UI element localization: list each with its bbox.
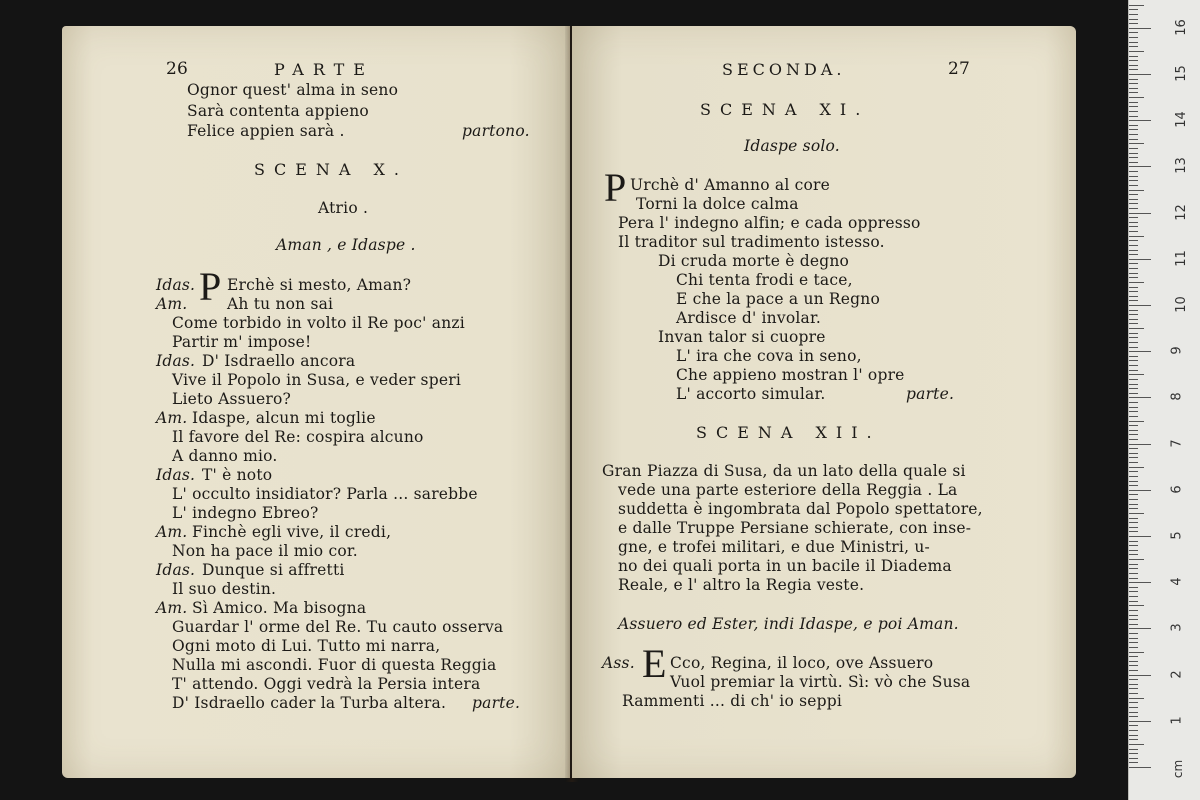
ruler-tick — [1129, 393, 1138, 394]
ruler-tick — [1129, 319, 1138, 320]
ruler-tick — [1129, 166, 1151, 167]
ruler-tick — [1129, 111, 1138, 112]
ruler-number: 5 — [1169, 531, 1185, 540]
description-line: Gran Piazza di Susa, da un lato della quale si — [602, 462, 966, 480]
ruler-number: 9 — [1169, 346, 1185, 355]
ruler-tick — [1129, 194, 1138, 195]
dialogue-line: Sì Amico. Ma bisogna — [192, 599, 367, 617]
ruler-tick — [1129, 180, 1138, 181]
ruler-number: 7 — [1169, 438, 1185, 448]
speaker-label: Idas. — [156, 352, 196, 370]
ruler-tick — [1129, 568, 1138, 569]
ruler-tick — [1129, 42, 1138, 43]
speaker-label: Idas. — [156, 276, 196, 294]
dialogue-line: Guardar l' orme del Re. Tu cauto osserva — [172, 618, 504, 636]
ruler-tick — [1129, 430, 1138, 431]
ruler-tick — [1129, 351, 1151, 352]
ruler-tick — [1129, 259, 1151, 260]
ruler-tick — [1129, 37, 1138, 38]
dialogue-line: L' indegno Ebreo? — [172, 504, 319, 522]
ruler-tick — [1129, 504, 1138, 505]
dialogue-line: D' Isdraello ancora — [202, 352, 356, 370]
ruler-tick — [1129, 735, 1138, 736]
speaker-label: Idas. — [156, 561, 196, 579]
dialogue-line: Erchè si mesto, Aman? — [227, 276, 412, 294]
scene-heading: SCENA X. — [254, 160, 408, 179]
ruler-tick — [1129, 462, 1138, 463]
verse-line: Torni la dolce calma — [636, 195, 799, 213]
ruler-tick — [1129, 536, 1151, 537]
dialogue-line: Non ha pace il mio cor. — [172, 542, 358, 560]
ruler-tick — [1129, 287, 1138, 288]
ruler-tick — [1129, 185, 1138, 186]
ruler-tick — [1129, 291, 1138, 292]
ruler-tick — [1129, 444, 1151, 445]
verse-line: Pera l' indegno alfin; e cada oppresso — [618, 214, 921, 232]
ruler-tick — [1129, 698, 1144, 699]
ruler-tick — [1129, 610, 1138, 611]
drop-cap: E — [642, 641, 667, 686]
ruler-tick — [1129, 716, 1138, 717]
ruler-tick — [1129, 670, 1138, 671]
ruler-tick — [1129, 60, 1138, 61]
ruler-tick — [1129, 407, 1138, 408]
ruler-tick — [1129, 120, 1151, 121]
dialogue-line: Dunque si affretti — [202, 561, 345, 579]
ruler-tick — [1129, 365, 1138, 366]
ruler-tick — [1129, 88, 1138, 89]
verse-line: Urchè d' Amanno al core — [630, 176, 831, 194]
ruler-tick — [1129, 499, 1138, 500]
ruler-tick — [1129, 102, 1138, 103]
ruler-tick — [1129, 134, 1138, 135]
stage-direction: parte. — [472, 694, 521, 712]
ruler-number: 2 — [1169, 669, 1185, 679]
ruler-tick — [1129, 596, 1138, 597]
dialogue-line: Ah tu non sai — [227, 295, 334, 313]
ruler-tick — [1129, 721, 1151, 722]
ruler-tick — [1129, 143, 1144, 144]
ruler-tick — [1129, 485, 1138, 486]
ruler-number: 14 — [1173, 111, 1189, 128]
ruler-tick — [1129, 162, 1138, 163]
ruler-tick — [1129, 226, 1138, 227]
description-line: gne, e trofei militari, e due Ministri, u- — [618, 538, 930, 556]
ruler-number: 6 — [1169, 485, 1185, 494]
ruler-tick — [1129, 176, 1138, 177]
ruler-tick — [1129, 402, 1138, 403]
ruler-tick — [1129, 277, 1138, 278]
ruler-tick — [1129, 199, 1138, 200]
dialogue-line: Vive il Popolo in Susa, e veder speri — [172, 371, 461, 389]
ruler-tick — [1129, 518, 1138, 519]
speaker-label: Ass. — [602, 654, 635, 672]
ruler-tick — [1129, 490, 1151, 491]
ruler-tick — [1129, 702, 1138, 703]
ruler-tick — [1129, 508, 1138, 509]
setting: Atrio . — [318, 199, 369, 217]
speaker-label: Idas. — [156, 466, 196, 484]
verse-line: Che appieno mostran l' opre — [676, 366, 905, 384]
description-line: Reale, e l' altro la Regia veste. — [618, 576, 865, 594]
ruler-tick — [1129, 208, 1138, 209]
ruler-tick — [1129, 615, 1138, 616]
ruler-tick — [1129, 767, 1151, 768]
verse-line: Ardisce d' involar. — [676, 309, 821, 327]
ruler-tick — [1129, 273, 1138, 274]
ruler-tick — [1129, 633, 1138, 634]
ruler-tick — [1129, 14, 1138, 15]
ruler-tick — [1129, 342, 1138, 343]
ruler-tick — [1129, 416, 1138, 417]
description-line: no dei quali porta in un bacile il Diadema — [618, 557, 952, 575]
ruler-tick — [1129, 591, 1138, 592]
stage-direction: partono. — [462, 122, 530, 140]
ruler-tick — [1129, 171, 1138, 172]
ruler-tick — [1129, 97, 1144, 98]
ruler-tick — [1129, 213, 1151, 214]
ruler-tick — [1129, 578, 1138, 579]
ruler-tick — [1129, 56, 1138, 57]
ruler-tick — [1129, 647, 1138, 648]
ruler-tick — [1129, 481, 1138, 482]
ruler-tick — [1129, 263, 1138, 264]
characters: Aman , e Idaspe . — [276, 236, 416, 254]
ruler-number: 16 — [1173, 19, 1189, 36]
ruler-tick — [1129, 5, 1144, 6]
dialogue-line: D' Isdraello cader la Turba altera. — [172, 694, 447, 712]
ruler-tick — [1129, 139, 1138, 140]
speaker-label: Am. — [156, 295, 188, 313]
ruler-tick — [1129, 254, 1138, 255]
ruler-tick — [1129, 550, 1138, 551]
ruler-tick — [1129, 157, 1138, 158]
ruler-tick — [1129, 65, 1138, 66]
dialogue-line: Nulla mi ascondi. Fuor di questa Reggia — [172, 656, 497, 674]
ruler-tick — [1129, 448, 1138, 449]
ruler-tick — [1129, 268, 1138, 269]
dialogue-line: Partir m' impose! — [172, 333, 312, 351]
ruler-tick — [1129, 531, 1138, 532]
ruler-tick — [1129, 314, 1138, 315]
ruler-tick — [1129, 587, 1138, 588]
ruler-tick — [1129, 305, 1151, 306]
page-number: 26 — [166, 59, 189, 79]
ruler-number: 1 — [1169, 716, 1185, 725]
ruler-tick — [1129, 116, 1138, 117]
ruler-tick — [1129, 619, 1138, 620]
description-line: suddetta è ingombrata dal Popolo spettatore, — [618, 500, 983, 518]
ruler-tick — [1129, 471, 1138, 472]
measurement-ruler — [1128, 0, 1200, 800]
ruler-tick — [1129, 411, 1138, 412]
ruler-tick — [1129, 628, 1151, 629]
ruler-tick — [1129, 652, 1144, 653]
dialogue-line: Vuol premiar la virtù. Sì: vò che Susa — [670, 673, 971, 691]
dialogue-line: Lieto Assuero? — [172, 390, 292, 408]
ruler-tick — [1129, 707, 1138, 708]
speaker-label: Am. — [156, 523, 188, 541]
ruler-tick — [1129, 51, 1144, 52]
ruler-tick — [1129, 397, 1151, 398]
ruler-tick — [1129, 679, 1138, 680]
speaker-label: Am. — [156, 409, 188, 427]
ruler-tick — [1129, 282, 1144, 283]
ruler-tick — [1129, 92, 1138, 93]
ruler-tick — [1129, 554, 1138, 555]
ruler-tick — [1129, 656, 1138, 657]
ruler-number: 15 — [1173, 65, 1189, 82]
ruler-tick — [1129, 624, 1138, 625]
verse-line: L' ira che cova in seno, — [676, 347, 862, 365]
ruler-tick — [1129, 476, 1138, 477]
ruler-tick — [1129, 148, 1138, 149]
description-line: e dalle Truppe Persiane schierate, con inse- — [618, 519, 972, 537]
ruler-tick — [1129, 83, 1138, 84]
ruler-tick — [1129, 129, 1138, 130]
ruler-number: 8 — [1169, 392, 1185, 402]
ruler-tick — [1129, 384, 1138, 385]
ruler-tick — [1129, 388, 1138, 389]
ruler-tick — [1129, 28, 1151, 29]
ruler-tick — [1129, 725, 1138, 726]
dialogue-line: T' è noto — [202, 466, 273, 484]
ruler-tick — [1129, 421, 1144, 422]
ruler-tick — [1129, 601, 1138, 602]
stage-direction: parte. — [906, 385, 955, 403]
verse-line: Chi tenta frodi e tace, — [676, 271, 853, 289]
ruler-tick — [1129, 573, 1138, 574]
running-head: PARTE — [274, 60, 374, 79]
ruler-number: 13 — [1173, 157, 1189, 175]
ruler-number: 10 — [1173, 296, 1189, 313]
ruler-tick — [1129, 328, 1144, 329]
ruler-tick — [1129, 370, 1138, 371]
ruler-tick — [1129, 360, 1138, 361]
dialogue-line: Come torbido in volto il Re poc' anzi — [172, 314, 465, 332]
ruler-tick — [1129, 739, 1138, 740]
ruler-tick — [1129, 439, 1138, 440]
verse-line: Invan talor si cuopre — [658, 328, 826, 346]
dialogue-line: Idaspe, alcun mi toglie — [192, 409, 376, 427]
ruler-tick — [1129, 749, 1138, 750]
ruler-tick — [1129, 106, 1138, 107]
ruler-tick — [1129, 753, 1138, 754]
ruler-tick — [1129, 758, 1138, 759]
page-number: 27 — [948, 59, 971, 79]
ruler-tick — [1129, 32, 1138, 33]
ruler-tick — [1129, 337, 1138, 338]
scene-heading: SCENA XII. — [696, 423, 881, 442]
ruler-tick — [1129, 190, 1144, 191]
ruler-tick — [1129, 222, 1138, 223]
ruler-tick — [1129, 333, 1138, 334]
ruler-tick — [1129, 541, 1138, 542]
drop-cap: P — [199, 264, 222, 309]
ruler-tick — [1129, 762, 1138, 763]
verse-line: E che la pace a un Regno — [676, 290, 881, 308]
ruler-number: 3 — [1169, 623, 1185, 633]
ruler-tick — [1129, 605, 1144, 606]
left-page — [62, 26, 570, 778]
dialogue-line: Cco, Regina, il loco, ove Assuero — [670, 654, 934, 672]
ruler-tick — [1129, 684, 1138, 685]
ruler-tick — [1129, 494, 1138, 495]
ruler-tick — [1129, 9, 1138, 10]
description-line: vede una parte esteriore della Reggia . La — [618, 481, 958, 499]
running-head: SECONDA. — [722, 60, 846, 79]
ruler-number: 11 — [1173, 250, 1189, 267]
ruler-tick — [1129, 744, 1144, 745]
ruler-tick — [1129, 310, 1138, 311]
ruler-tick — [1129, 153, 1138, 154]
dialogue-line: A danno mio. — [172, 447, 278, 465]
ruler-tick — [1129, 675, 1151, 676]
dialogue-line: Il suo destin. — [172, 580, 277, 598]
ruler-tick — [1129, 467, 1144, 468]
ruler-tick — [1129, 69, 1138, 70]
ruler-tick — [1129, 730, 1138, 731]
ruler-tick — [1129, 203, 1138, 204]
ruler-tick — [1129, 434, 1138, 435]
ruler-tick — [1129, 661, 1138, 662]
ruler-tick — [1129, 527, 1138, 528]
scene-heading: SCENA XI. — [700, 100, 870, 119]
ruler-tick — [1129, 245, 1138, 246]
ruler-tick — [1129, 712, 1138, 713]
dialogue-line: Rammenti ... di ch' io seppi — [622, 692, 843, 710]
ruler-tick — [1129, 374, 1144, 375]
verse-line: Di cruda morte è degno — [658, 252, 850, 270]
dialogue-line: Il favore del Re: cospira alcuno — [172, 428, 424, 446]
ruler-tick — [1129, 296, 1138, 297]
ruler-tick — [1129, 231, 1138, 232]
ruler-tick — [1129, 46, 1138, 47]
ruler-tick — [1129, 688, 1138, 689]
ruler-tick — [1129, 693, 1138, 694]
ruler-tick — [1129, 217, 1138, 218]
speaker-label: Am. — [156, 599, 188, 617]
ruler-number: 12 — [1173, 203, 1189, 221]
characters: Assuero ed Ester, indi Idaspe, e poi Aman. — [618, 615, 959, 633]
right-page — [572, 26, 1076, 778]
ruler-tick — [1129, 356, 1138, 357]
ruler-tick — [1129, 323, 1138, 324]
ruler-tick — [1129, 453, 1138, 454]
ruler-tick — [1129, 457, 1138, 458]
ruler-tick — [1129, 665, 1138, 666]
ruler-tick — [1129, 559, 1144, 560]
verse-line: Felice appien sarà . — [187, 122, 345, 140]
ruler-tick — [1129, 125, 1138, 126]
ruler-tick — [1129, 522, 1138, 523]
verse-line: Sarà contenta appieno — [187, 102, 369, 120]
ruler-tick — [1129, 250, 1138, 251]
ruler-tick — [1129, 545, 1138, 546]
open-book — [62, 26, 1080, 782]
verse-line: Ognor quest' alma in seno — [187, 81, 399, 99]
ruler-tick — [1129, 379, 1138, 380]
dialogue-line: Ogni moto di Lui. Tutto mi narra, — [172, 637, 441, 655]
ruler-tick — [1129, 347, 1138, 348]
ruler-tick — [1129, 638, 1138, 639]
ruler-tick — [1129, 513, 1144, 514]
ruler-tick — [1129, 74, 1151, 75]
dialogue-line: T' attendo. Oggi vedrà la Persia intera — [172, 675, 481, 693]
ruler-unit: cm — [1171, 759, 1186, 779]
ruler-tick — [1129, 425, 1138, 426]
ruler-number: 4 — [1169, 577, 1185, 586]
ruler-tick — [1129, 236, 1144, 237]
ruler-tick — [1129, 19, 1138, 20]
ruler-tick — [1129, 240, 1138, 241]
ruler-tick — [1129, 582, 1151, 583]
dialogue-line: Finchè egli vive, il credi, — [192, 523, 392, 541]
ruler-tick — [1129, 564, 1138, 565]
ruler-tick — [1129, 300, 1138, 301]
ruler-tick — [1129, 23, 1138, 24]
dialogue-line: L' occulto insidiator? Parla ... sarebbe — [172, 485, 478, 503]
ruler-tick — [1129, 79, 1138, 80]
characters: Idaspe solo. — [744, 137, 840, 155]
verse-line: Il traditor sul tradimento istesso. — [618, 233, 885, 251]
verse-line: L' accorto simular. — [676, 385, 826, 403]
ruler-tick — [1129, 642, 1138, 643]
drop-cap: P — [604, 165, 627, 210]
